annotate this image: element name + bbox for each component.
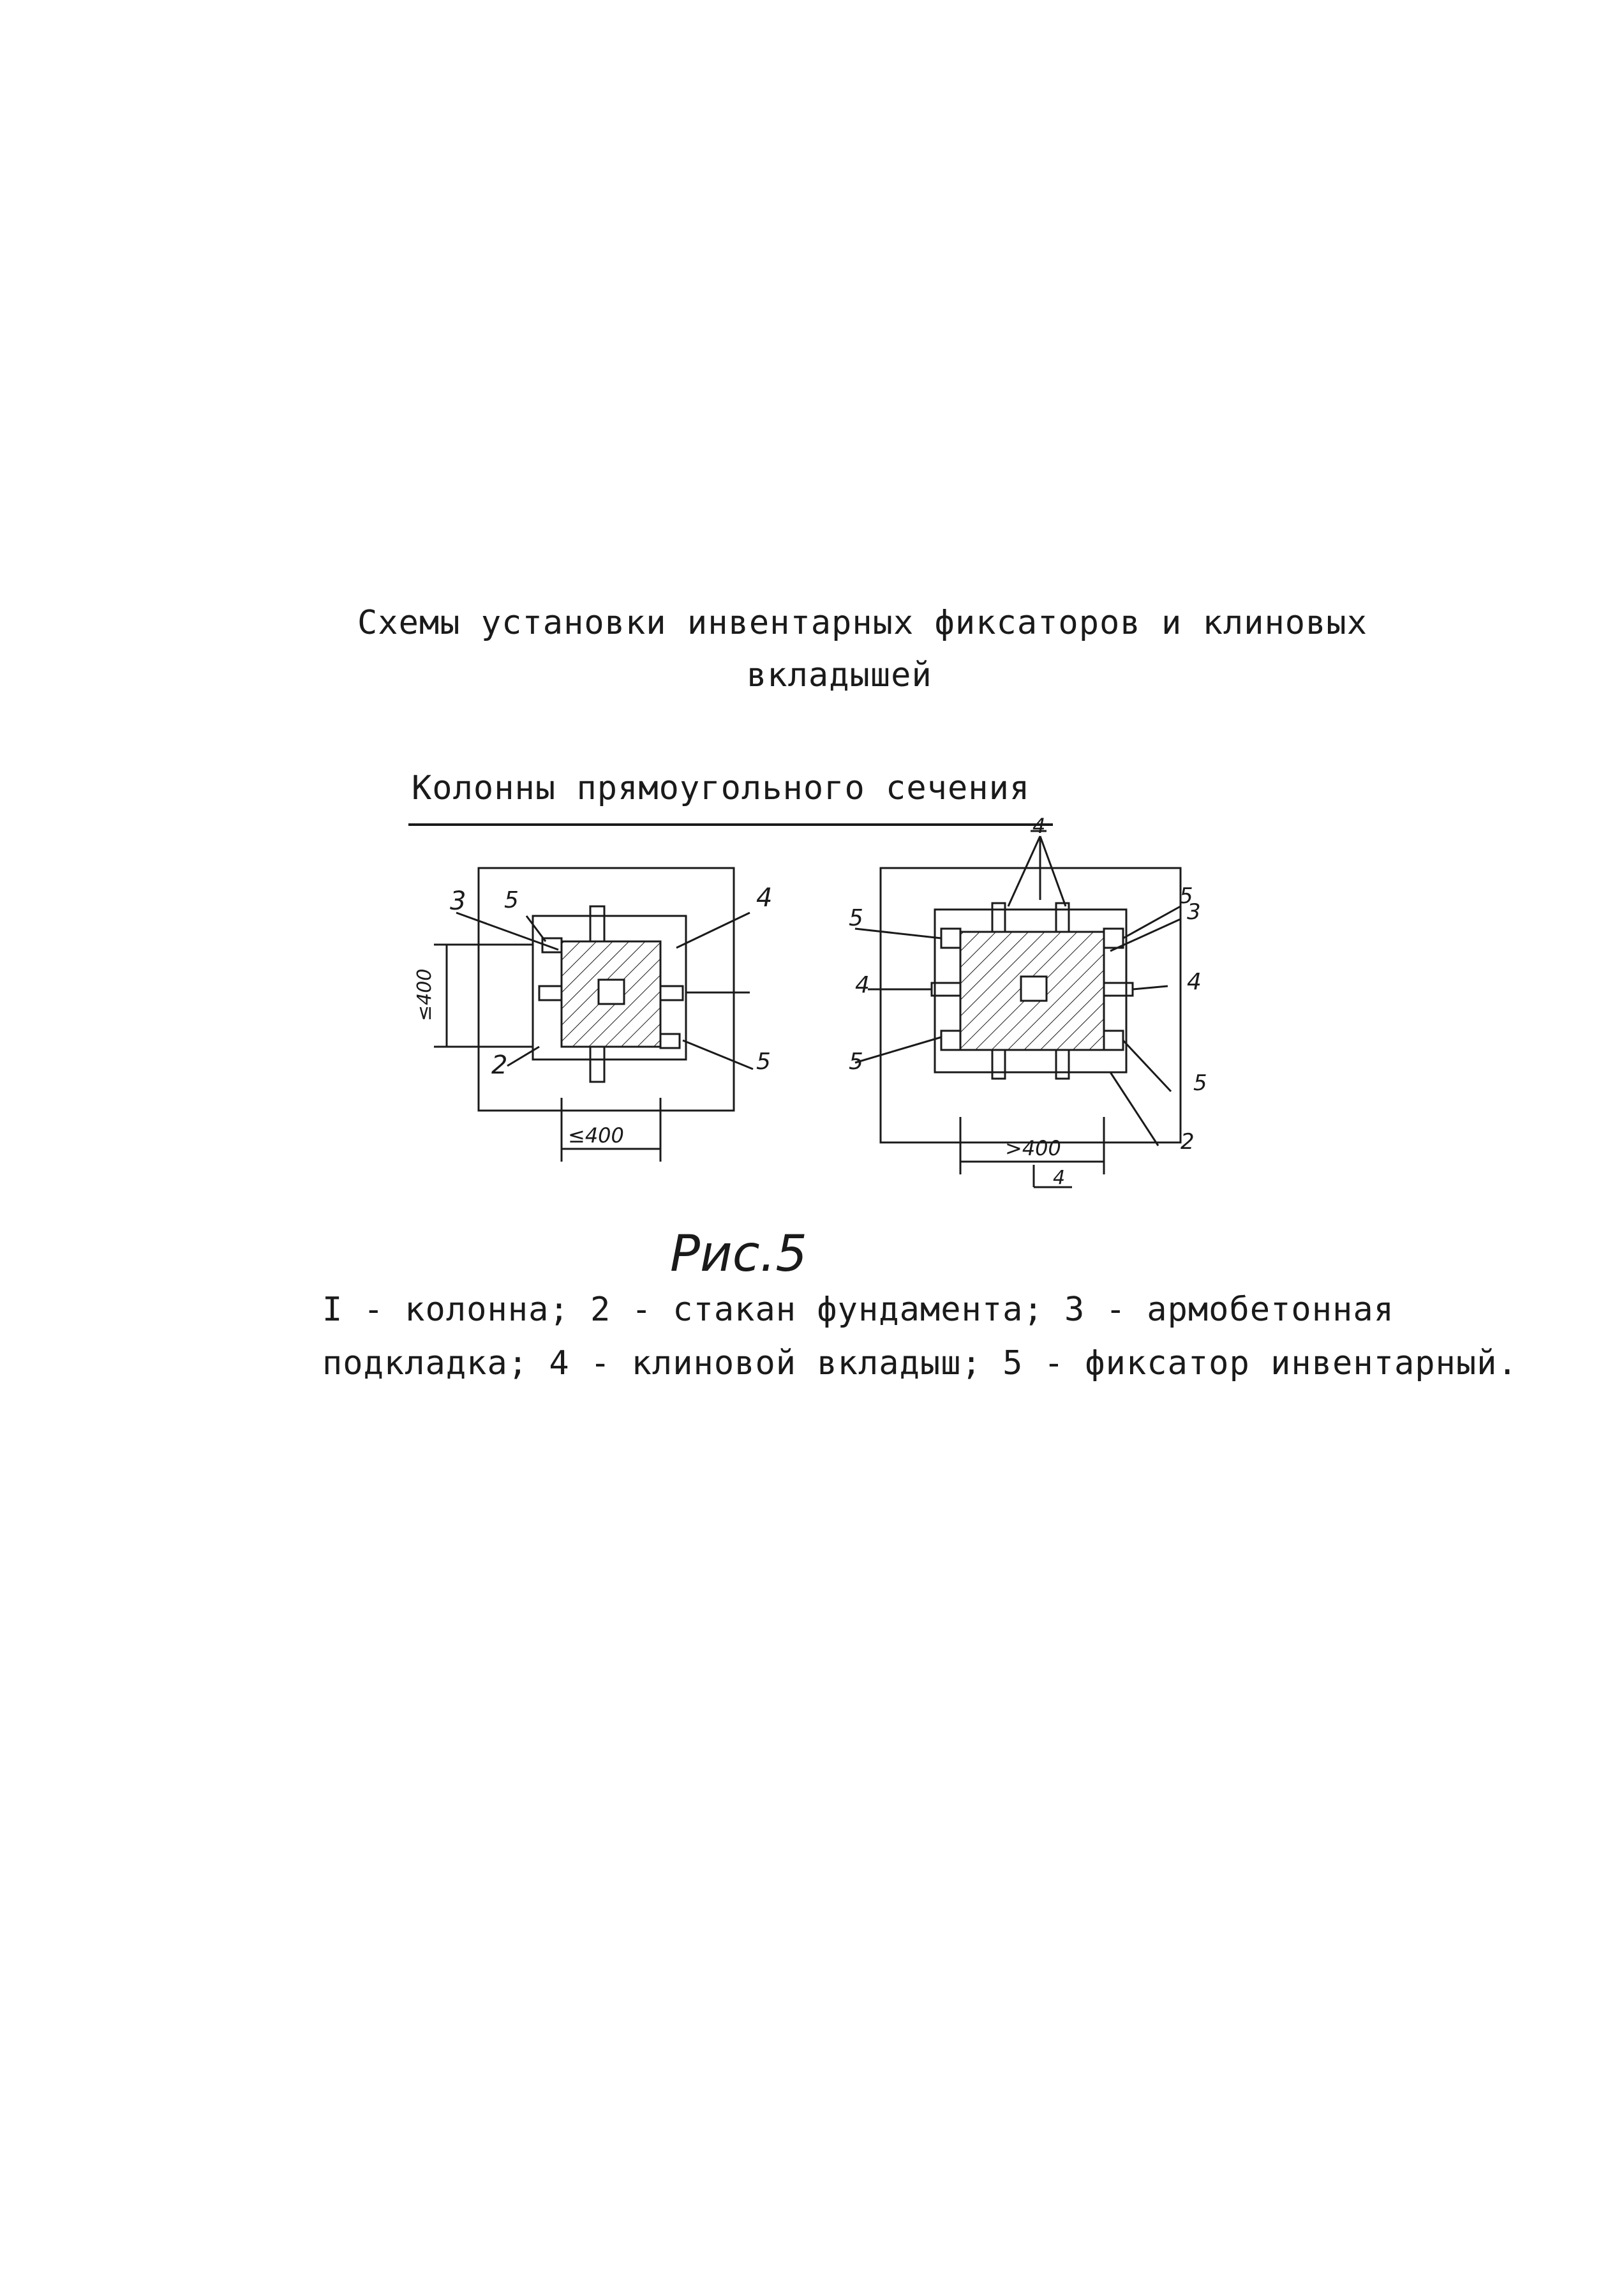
right-fixator <box>992 1050 1005 1079</box>
right-callout-4-bottom: 4 <box>1053 1167 1066 1189</box>
left-callout-4: 4 <box>756 883 773 913</box>
right-column-core <box>1021 977 1047 1001</box>
left-fixator <box>660 986 683 1000</box>
right-callout-3: 3 <box>1187 899 1201 925</box>
right-callout-4-right: 4 <box>1187 969 1202 995</box>
right-callout-4-top: 4 <box>1032 817 1046 838</box>
page-title <box>357 597 1378 701</box>
right-fixator <box>941 1031 960 1050</box>
right-diagram <box>855 831 1181 1187</box>
right-fixator <box>1056 1050 1069 1079</box>
right-fixator <box>1056 903 1069 932</box>
right-fixator <box>1104 983 1133 996</box>
title-line-1: Схемы установки инвентарных фиксаторов и клиновых <box>357 604 1368 642</box>
right-callout-5-right-bottom: 5 <box>1193 1070 1207 1096</box>
right-callout-4-left: 4 <box>855 972 870 998</box>
left-callout-5b: 5 <box>756 1049 771 1075</box>
right-callout-2: 2 <box>1181 1129 1195 1155</box>
left-fixator <box>590 906 604 941</box>
left-dim-horizontal: ≤400 <box>568 1123 624 1148</box>
title-line-2: вкладышей <box>747 656 932 694</box>
left-fixator <box>590 1047 604 1082</box>
left-fixator <box>539 986 562 1000</box>
installation-scheme-figure <box>396 817 1289 1213</box>
left-callout-5: 5 <box>504 887 519 913</box>
left-callout-3: 3 <box>450 887 466 916</box>
legend-line-1: I - колонна; 2 - стакан фундамента; 3 - армобетонная <box>322 1291 1394 1329</box>
right-callout-5-right-top: 5 <box>1179 883 1193 909</box>
left-callout-2: 2 <box>491 1051 508 1080</box>
figure-caption: Рис.5 <box>670 1225 808 1283</box>
left-dim-vertical: ≤400 <box>413 968 436 1021</box>
right-callout-5-left-top: 5 <box>849 905 863 931</box>
legend-line-2: подкладка; 4 - клиновой вкладыш; 5 - фиксатор инвентарный. <box>322 1344 1518 1382</box>
right-fixator <box>992 903 1005 932</box>
section-subtitle: Колонны прямоугольного сечения <box>412 769 1031 807</box>
right-fixator <box>1104 929 1123 948</box>
left-diagram <box>434 868 753 1162</box>
right-dim-horizontal: >400 <box>1005 1136 1061 1160</box>
right-fixator <box>941 929 960 948</box>
left-column-core <box>599 980 624 1004</box>
right-fixator <box>1104 1031 1123 1050</box>
figure-legend <box>322 1283 1535 1390</box>
right-callout-5-left-bottom: 5 <box>849 1049 863 1075</box>
left-fixator <box>660 1034 680 1048</box>
right-fixator <box>932 983 960 996</box>
